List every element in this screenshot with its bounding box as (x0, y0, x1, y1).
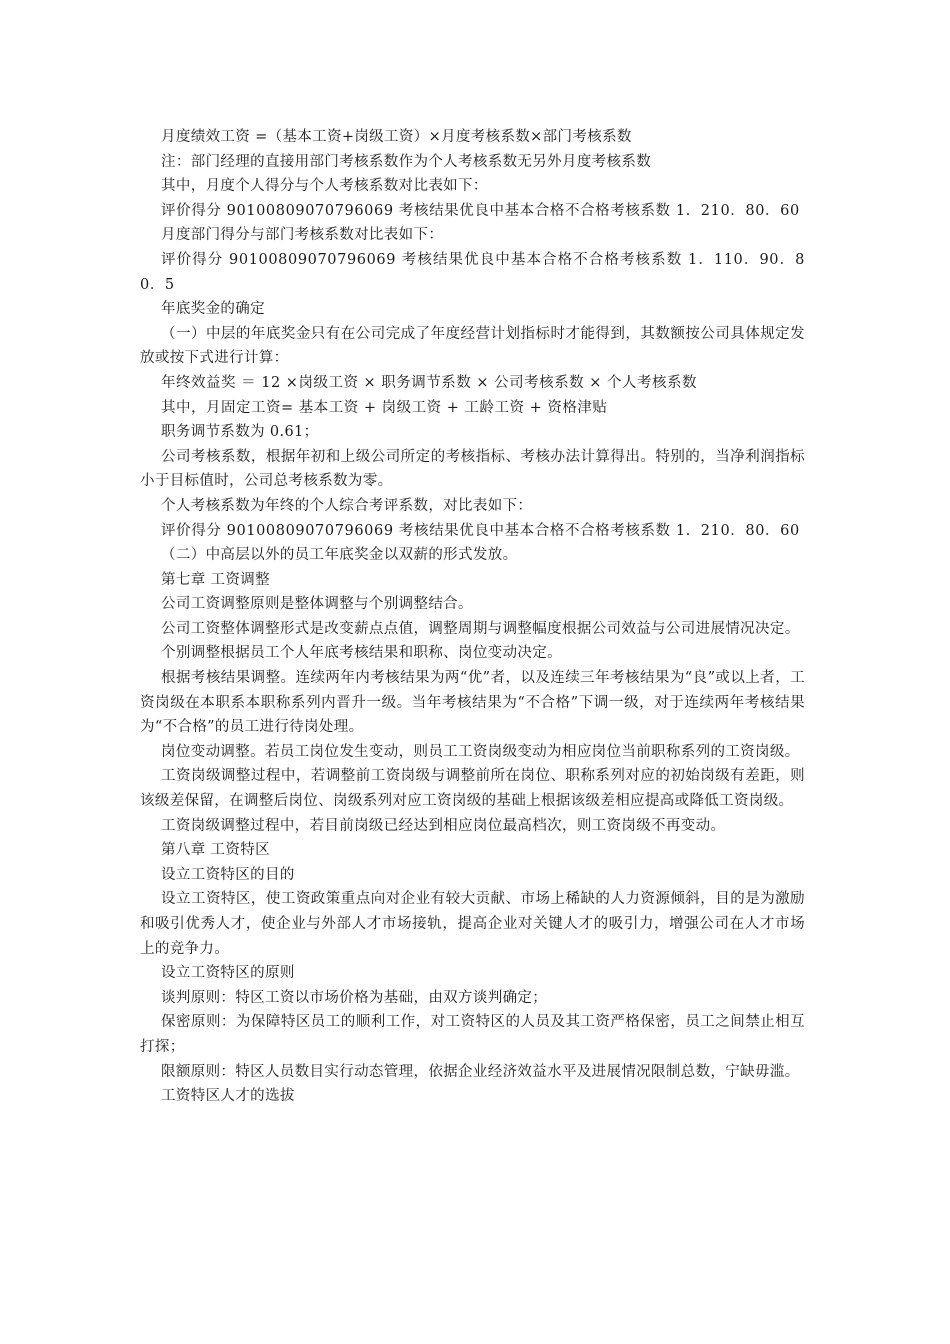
paragraph: 根据考核结果调整。连续两年内考核结果为两“优”者，以及连续三年考核结果为“良”或以上者，工资岗级在本职系本职称系列内晋升一级。当年考核结果为“不合格”下调一级，对于连续两年考核结果为“不合格”的员工进行待岗处理。 (140, 670, 805, 736)
paragraph: 保密原则：为保障特区员工的顺利工作，对工资特区的人员及其工资严格保密，员工之间禁止相互打探； (140, 1014, 805, 1055)
document-body (140, 125, 805, 1109)
paragraph: 其中，月度个人得分与个人考核系数对比表如下： (161, 178, 488, 195)
section-heading: 工资特区人才的选拔 (161, 1088, 295, 1105)
paragraph: 工资岗级调整过程中，若目前岗级已经达到相应岗位最高档次，则工资岗级不再变动。 (161, 817, 726, 834)
paragraph: 公司工资整体调整形式是改变薪点点值，调整周期与调整幅度根据公司效益与公司进展情况决定。 (161, 620, 800, 637)
paragraph: 个人考核系数为年终的个人综合考评系数，对比表如下： (161, 497, 533, 514)
paragraph: 谈判原则：特区工资以市场价格为基础，由双方谈判确定； (161, 989, 548, 1006)
formula-year-end-bonus: 年终效益奖 ＝ 12 ×岗级工资 × 职务调节系数 × 公司考核系数 × 个人考核系数 (161, 374, 698, 391)
section-heading: 设立工资特区的原则 (161, 965, 295, 982)
score-table-individual-monthly: 评价得分 90100809070796069 考核结果优良中基本合格不合格考核系数 1．210．80．60 (161, 202, 800, 219)
section-heading: 年底奖金的确定 (161, 301, 265, 318)
formula-monthly-fixed-pay: 其中，月固定工资= 基本工资 + 岗级工资 + 工龄工资 + 资格津贴 (161, 399, 608, 416)
paragraph: （一）中层的年底奖金只有在公司完成了年度经营计划指标时才能得到，其数额按公司具体规定发放或按下式进行计算： (140, 325, 805, 367)
chapter-heading: 第七章 工资调整 (161, 571, 270, 588)
paragraph: 公司考核系数，根据年初和上级公司所定的考核指标、考核办法计算得出。特别的，当净利润指标小于目标值时，公司总考核系数为零。 (140, 448, 805, 490)
chapter-heading: 第八章 工资特区 (161, 842, 270, 859)
paragraph: 工资岗级调整过程中，若调整前工资岗级与调整前所在岗位、职称系列对应的初始岗级有差距，则该级差保留，在调整后岗位、岗级系列对应工资岗级的基础上根据该级差相应提高或降低工资岗级。 (140, 768, 805, 810)
paragraph: 职务调节系数为 0.61； (161, 424, 319, 441)
paragraph: 岗位变动调整。若员工岗位发生变动，则员工工资岗级变动为相应岗位当前职称系列的工资岗级。 (161, 743, 800, 760)
score-table-individual-annual: 评价得分 90100809070796069 考核结果优良中基本合格不合格考核系数 1．210．80．60 (161, 522, 800, 539)
section-heading: 设立工资特区的目的 (161, 866, 295, 883)
paragraph: 设立工资特区，使工资政策重点向对企业有较大贡献、市场上稀缺的人力资源倾斜，目的是为激励和吸引优秀人才，使企业与外部人才市场接轨，提高企业对关键人才的吸引力，增强公司在人才市场上的竞争力。 (140, 891, 805, 957)
note-department-manager: 注：部门经理的直接用部门考核系数作为个人考核系数无另外月度考核系数 (161, 153, 652, 170)
paragraph: 个别调整根据员工个人年底考核结果和职称、岗位变动决定。 (161, 645, 562, 662)
score-table-department-monthly: 评价得分 90100809070796069 考核结果优良中基本合格不合格考核系数 1．110．90．80．5 (140, 251, 805, 293)
paragraph: 限额原则：特区人员数目实行动态管理，依据企业经济效益水平及进展情况限制总数，宁缺毋滥。 (161, 1063, 800, 1080)
paragraph: 月度部门得分与部门考核系数对比表如下： (161, 227, 444, 244)
paragraph: 公司工资调整原则是整体调整与个别调整结合。 (161, 596, 473, 613)
formula-monthly-performance-pay: 月度绩效工资 =（基本工资+岗级工资）×月度考核系数×部门考核系数 (161, 129, 632, 145)
paragraph: （二）中高层以外的员工年底奖金以双薪的形式发放。 (161, 547, 518, 564)
